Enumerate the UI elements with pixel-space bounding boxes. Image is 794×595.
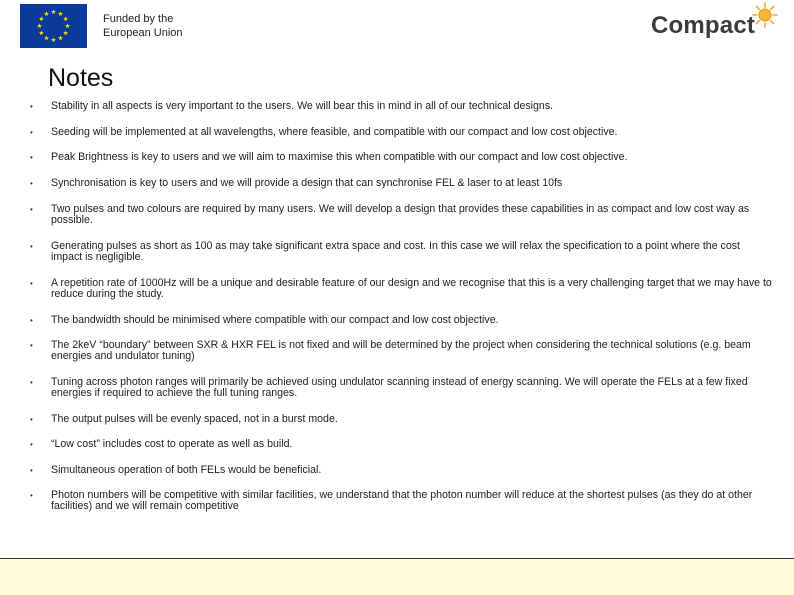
funded-line-1: Funded by the (103, 13, 174, 25)
bullet-icon: • (30, 179, 33, 188)
note-text: Seeding will be implemented at all wavelengths, where feasible, and compatible with our compact and low cost objective. (51, 126, 618, 138)
note-text: Stability in all aspects is very important to the users. We will bear this in mind in all of our technical designs. (51, 100, 554, 112)
funded-line-2: European Union (103, 27, 183, 39)
note-text: Two pulses and two colours are required by many users. We will develop a design that provides these capabilities in as compact and low cost way as possible. (51, 203, 750, 226)
funding-statement (103, 12, 183, 40)
bullet-icon: • (30, 491, 33, 500)
logo-text: Compact (651, 12, 756, 39)
bullet-icon: • (30, 242, 33, 251)
note-text: “Low cost” includes cost to operate as well as build. (51, 438, 293, 450)
note-text: Tuning across photon ranges will primarily be achieved using undulator scanning instead of energy scanning. We will operate the FELs at a few fixed energies if required to achieve the full tuning ranges. (51, 376, 748, 399)
compact-logo (651, 2, 781, 44)
note-text: The bandwidth should be minimised where compatible with our compact and low cost objective. (51, 314, 499, 326)
sun-icon (751, 2, 779, 28)
bullet-icon: • (30, 466, 33, 475)
bullet-icon: • (30, 440, 33, 449)
note-text: A repetition rate of 1000Hz will be a unique and desirable feature of our design and we recognise that this is a very challenging target that we may have to reduce during the study. (51, 277, 772, 300)
bullet-icon: • (30, 205, 33, 214)
note-text: The 2keV “boundary” between SXR & HXR FEL is not fixed and will be determined by the project when considering the technical solutions (e.g. beam energies and undulator tuning) (51, 339, 751, 362)
note-text: Synchronisation is key to users and we will provide a design that can synchronise FEL & laser to at least 10fs (51, 177, 563, 189)
note-text: Peak Brightness is key to users and we will aim to maximise this when compatible with our compact and low cost objective. (51, 151, 628, 163)
page-title: Notes (48, 64, 114, 92)
bullet-icon: • (30, 341, 33, 350)
bullet-icon: • (30, 102, 33, 111)
bullet-icon: • (30, 316, 33, 325)
note-text: The output pulses will be evenly spaced, not in a burst mode. (51, 413, 338, 425)
bullet-icon: • (30, 128, 33, 137)
eu-flag-icon (20, 4, 87, 48)
bullet-icon: • (30, 153, 33, 162)
footer-bar (0, 559, 794, 595)
note-text: Photon numbers will be competitive with similar facilities, we understand that the photon number will reduce at the shortest pulses (as they do at other facilities) and we will remain competitive (51, 489, 753, 512)
bullet-icon: • (30, 415, 33, 424)
bullet-icon: • (30, 378, 33, 387)
note-text: Generating pulses as short as 100 as may take significant extra space and cost. In this case we will relax the specification to a point where the cost impact is negligible. (51, 240, 740, 263)
bullet-icon: • (30, 279, 33, 288)
note-text: Simultaneous operation of both FELs would be beneficial. (51, 464, 322, 476)
